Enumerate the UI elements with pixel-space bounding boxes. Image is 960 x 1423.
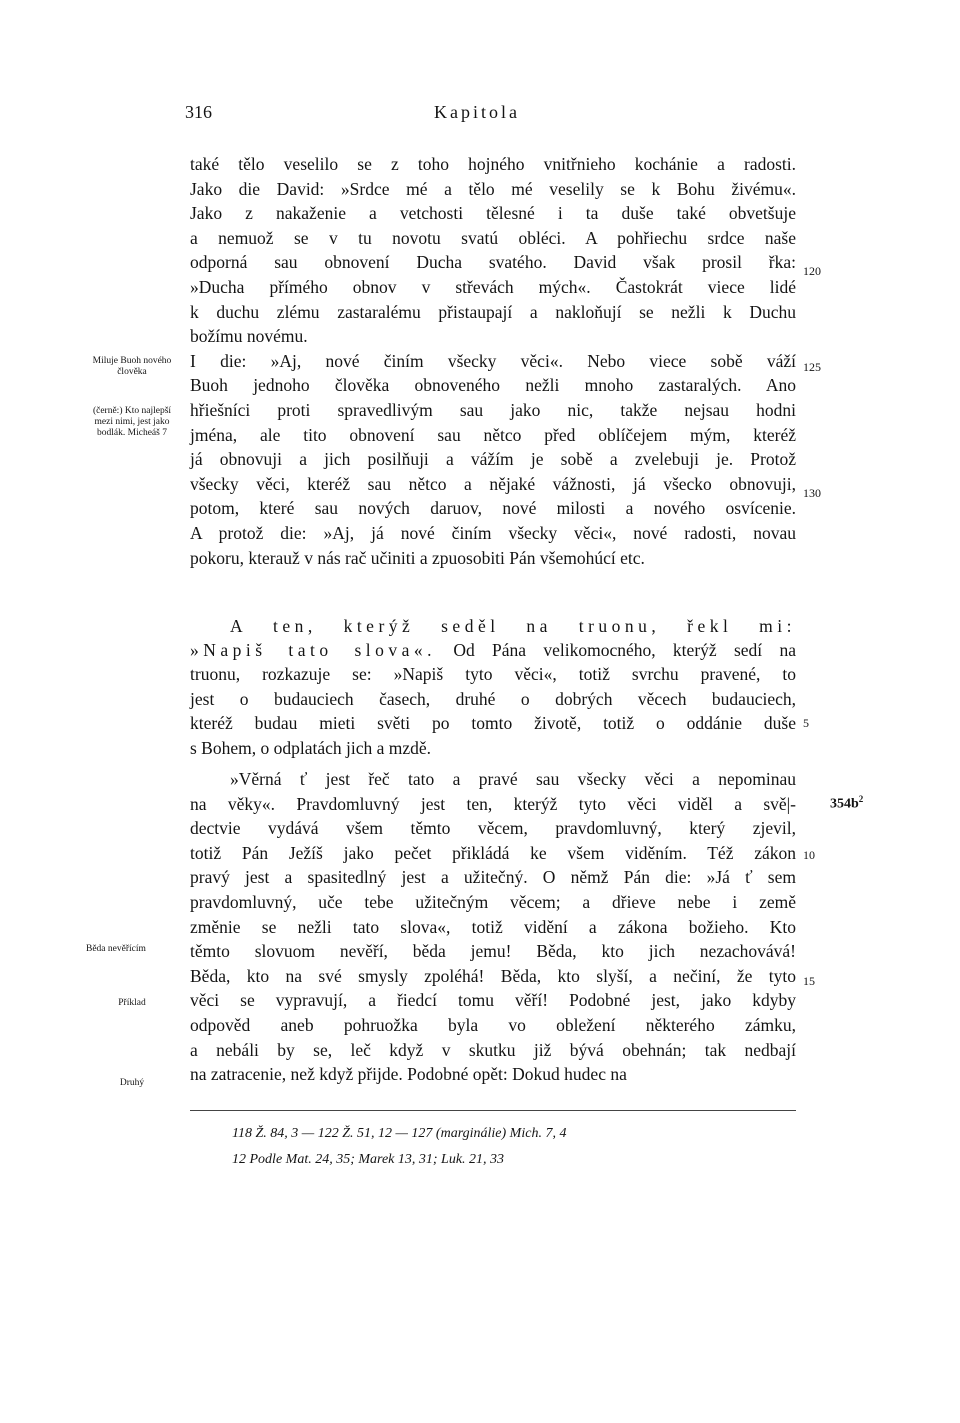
margin-note: Příklad <box>118 998 146 1008</box>
text-line: odporná sau obnovení Ducha svatého. David však prosil řka: <box>190 252 796 273</box>
text-line: »Ducha přímého obnov v střevách mých«. Častokrát viece lidé <box>190 277 796 297</box>
text-line: totiž Pán Ježíš jako pečet přikládá ke všem viděním. Též zákon <box>190 842 796 863</box>
margin-note: Druhý <box>119 1078 145 1088</box>
line-number: 5 <box>803 716 809 730</box>
text-line <box>190 638 796 662</box>
text-line: také tělo veselilo se z toho hojného vnitřnieho kochánie a radosti. <box>190 154 796 174</box>
footnote: 12 Podle Mat. 24, 35; Marek 13, 31; Luk. 21, 33 <box>232 1152 505 1167</box>
text-line: I die: »Aj, nové činím všecky věci«. Nebo viece sobě váží <box>190 350 796 371</box>
text-line: odpověd aneb pohruožka byla vo obležení některého zámku, <box>190 1015 796 1035</box>
text-line: na zatracenie, než když přijde. Podobné opět: Dokud hudec na <box>190 1064 627 1085</box>
text-line: Běda, kto na své smysly zpoléhá! Běda, kto slyší, a nečiní, že tyto <box>190 965 796 986</box>
text-line: pokoru, kterauž v nás rač učiniti a zpuosobiti Pán všemohúcí etc. <box>190 547 645 568</box>
spaced-quote: »Napiš tato slova«. <box>190 640 437 660</box>
text-line: Buoh jednoho člověka obnoveného nežli mnoho zastaralých. Ano <box>190 375 796 396</box>
folio-mark <box>830 794 863 813</box>
text-line: Jako z nakaženie a vetchosti tělesné i ta duše také obvetšuje <box>190 203 796 224</box>
text-line: věci se vypravují, a řiedcí tomu věří! Podobné jest, jako kdyby <box>190 990 796 1011</box>
text-line: Jako die David: »Srdce mé a tělo mé veselily se k Bohu živému«. <box>190 178 796 199</box>
text-line: s Bohem, o odplatách jich a mzdě. <box>190 737 432 758</box>
line-number: 10 <box>803 848 815 862</box>
text-fragment: Od Pána velikomocného, kterýž sedí na <box>436 640 796 660</box>
text-line: potom, které sau nových daruov, nové milosti a nového osvícenie. <box>190 498 796 519</box>
line-number: 130 <box>803 486 821 500</box>
text-line: a nemuož se v tu novotu svatú obléci. A pohřiechu srdce naše <box>190 227 796 248</box>
text-line: změnie se nežli tato slova«, totiž vidění a zákona božieho. Kto <box>190 916 796 937</box>
text-line: jména, ale tito obnovení sau nětco před oblíčejem mým, kteréž <box>190 424 796 445</box>
text-line: já obnovuji a jich posilňuji a vážím je sobě a zvelebuji je. Protož <box>190 449 796 470</box>
running-head: Kapitola <box>434 102 520 122</box>
text-line: hřiešníci proti spravedlivým sau jako nic, takže nejsau hodni <box>190 400 796 420</box>
text-line: jest o budauciech časech, druhé o dobrých věcech budauciech, <box>190 688 796 709</box>
folio-superscript: 2 <box>858 794 864 804</box>
line-number: 125 <box>803 360 821 374</box>
text-line: všecky věci, kteréž sau nětco a nějaké vážnosti, já všecko obnovuji, <box>190 473 796 494</box>
text-line: dectvie vydává všem těmto věcem, pravdomluvný, který zjevil, <box>190 818 796 839</box>
text-line: božímu novému. <box>190 326 308 347</box>
line-number: 120 <box>803 264 821 278</box>
folio-number: 354b <box>830 796 859 812</box>
margin-note: Miluje Buoh nového člověka <box>92 356 172 377</box>
text-line: a nebáli by se, leč když v skutku již bývá obehnán; tak nedbají <box>190 1039 796 1060</box>
text-line: »Věrná ť jest řeč tato a pravé sau všecky věci a nepominau <box>230 769 796 789</box>
page-number: 316 <box>185 102 212 122</box>
text-line: pravý jest a spasitedlný jest a užitečný. O němž Pán die: »Já ť sem <box>190 867 796 888</box>
margin-note: Běda nevěřícím <box>86 944 146 954</box>
text-line: pravdomluvný, uče tebe užitečným věcem; a dřieve nebe i země <box>190 892 796 912</box>
text-line: k duchu zlému zastaralému přistaupají a nakloňují se nežli k Duchu <box>190 301 796 322</box>
line-number: 15 <box>803 974 815 988</box>
footnote-rule <box>190 1110 796 1111</box>
text-line: A ten, kterýž seděl na truonu, řekl mi: <box>230 616 796 636</box>
text-line: truonu, rozkazuje se: »Napiš tyto věci«, totiž svrchu pravené, to <box>190 664 796 684</box>
text-line: A protož die: »Aj, já nové činím všecky věci«, nové radosti, novau <box>190 523 796 543</box>
text-line: kteréž budau mieti světi po tomto životě, totiž o oddánie duše <box>190 713 796 734</box>
text-line: těmto slovuom nevěří, běda jemu! Běda, kto jich nezachovává! <box>190 941 796 962</box>
margin-note: (černě:) Kto najlepší mezi nimi, jest jako bodlák. Micheáš 7 <box>92 406 172 438</box>
text-line: na věky«. Pravdomluvný jest ten, kterýž tyto věci viděl a svě|- <box>190 793 796 814</box>
footnote: 118 Ž. 84, 3 — 122 Ž. 51, 12 — 127 (marginálie) Mich. 7, 4 <box>232 1126 567 1141</box>
